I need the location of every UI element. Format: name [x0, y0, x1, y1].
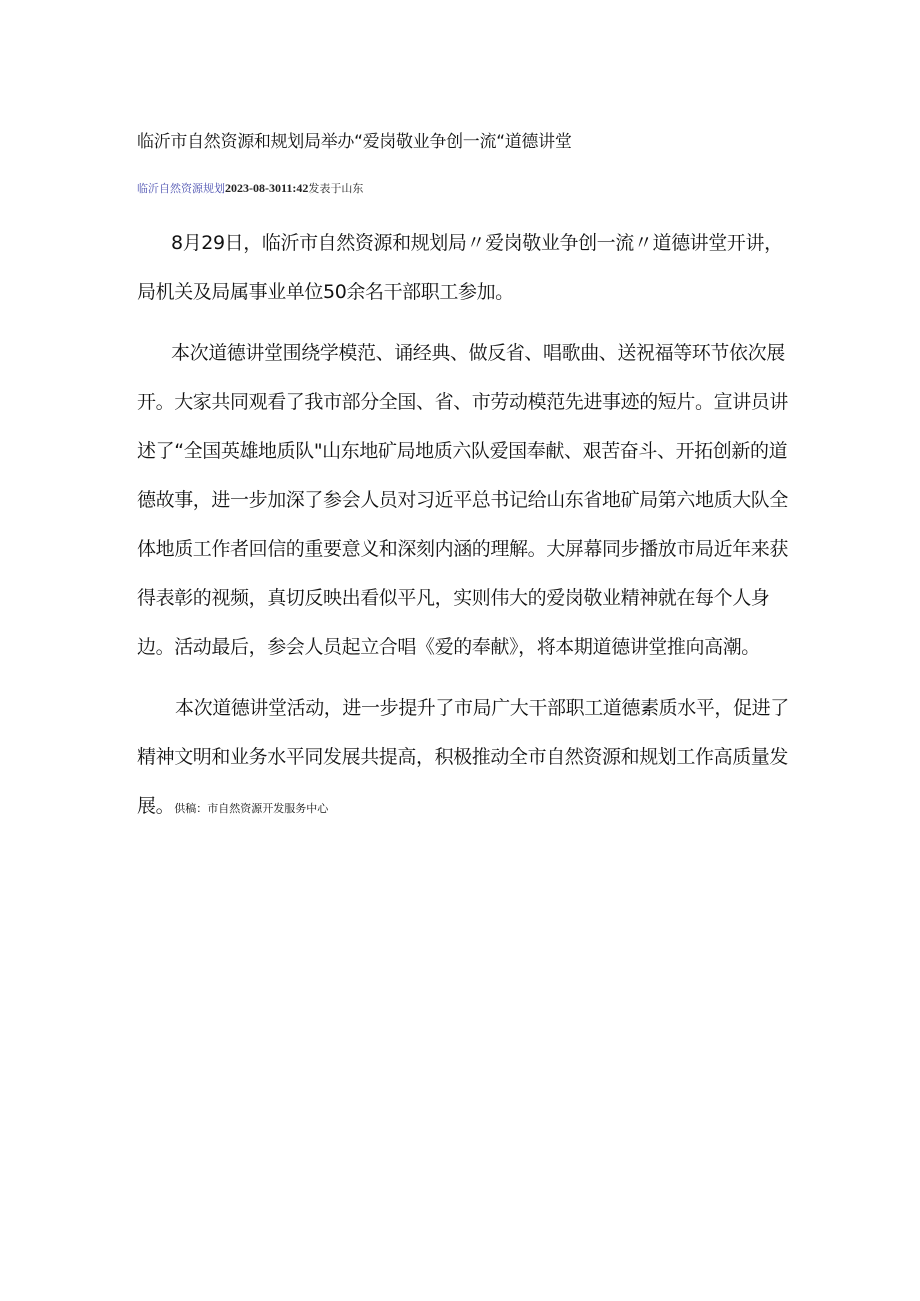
paragraph-3-text: 本次道德讲堂活动，进一步提升了市局广大干部职工道德素质水平，促进了精神文明和业务水平同发展共提高，积极推动全市自然资源和规划工作高质量发展。 — [137, 697, 789, 817]
paragraph-2: 本次道德讲堂围绕学模范、诵经典、做反省、唱歌曲、送祝福等环节依次展开。大家共同观看了我市部分全国、省、市劳动模范先进事迹的短片。宣讲员讲述了“全国英雄地质队"山东地矿局地质六队爱国奉献、艰苦奋斗、开拓创新的道德故事，进一步加深了参会人员对习近平总书记给山东省地矿局第六地质大队全体地质工作者回信的重要意义和深刻内涵的理解。大屏幕同步播放市局近年来获得表彰的视频，真切反映出看似平凡，实则伟大的爱岗敬业精神就在每个人身边。活动最后，参会人员起立合唱《爱的奉献》，将本期道德讲堂推向高潮。 — [137, 342, 789, 658]
author-link[interactable]: 临沂自然资源规划 — [137, 182, 225, 195]
article-body — [137, 219, 797, 833]
paragraph-3 — [137, 684, 797, 833]
publish-datetime: 2023-08-3011:42 — [225, 181, 309, 195]
source-note: 供稿：市自然资源开发服务中心 — [174, 802, 329, 815]
article — [137, 130, 797, 845]
article-meta — [137, 180, 797, 197]
paragraph-1: 8月29日，临沂市自然资源和规划局〃爱岗敬业争创一流〃道德讲堂开讲，局机关及局属事业单位50余名干部职工参加。 — [137, 232, 783, 303]
article-title: 临沂市自然资源和规划局举办“爱岗敬业争创一流“道德讲堂 — [137, 132, 572, 152]
published-location: 发表于山东 — [308, 182, 364, 195]
